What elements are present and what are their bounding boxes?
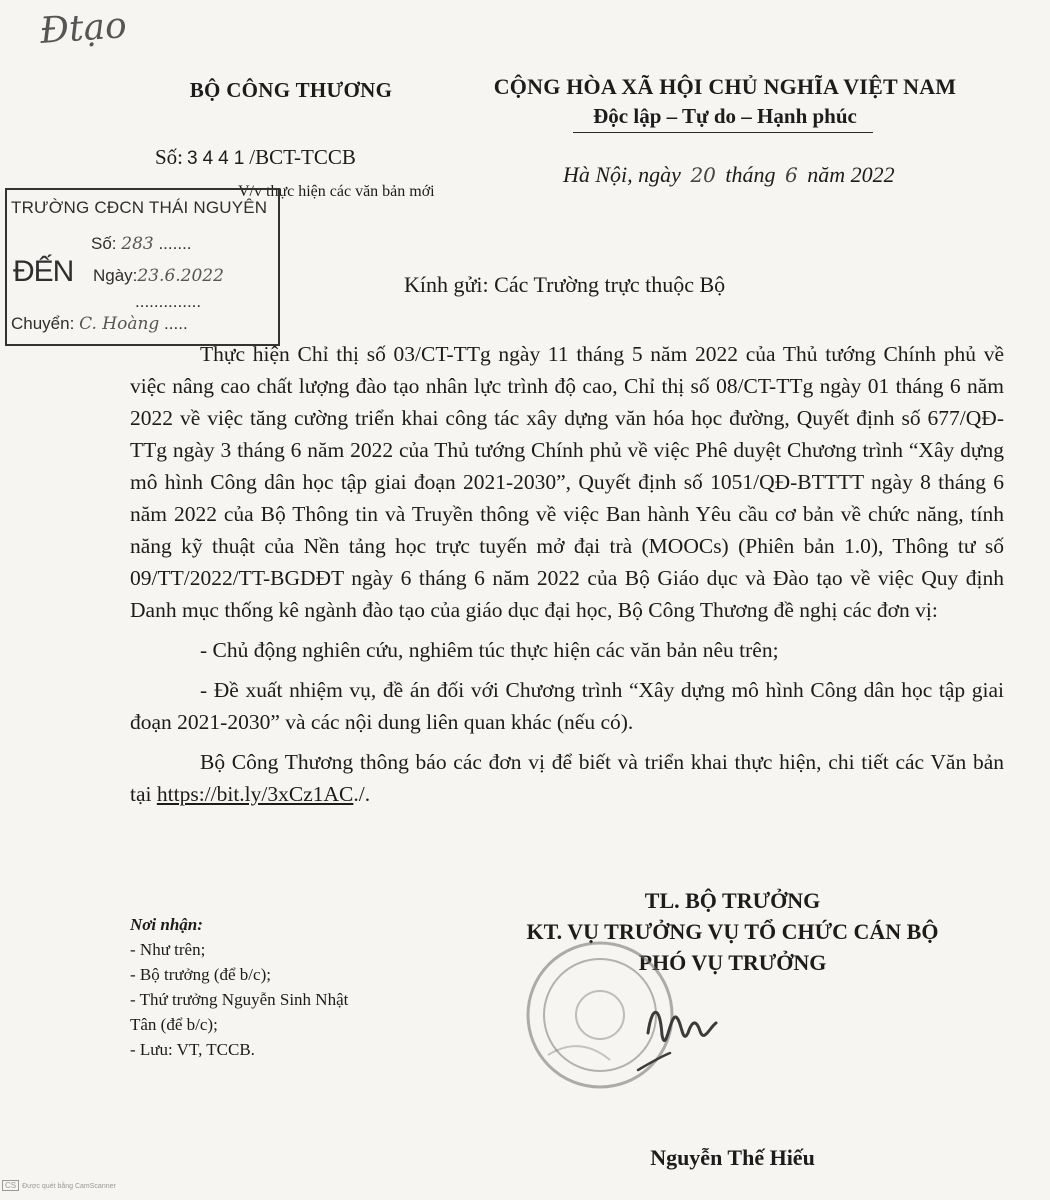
- stamp-school-name: TRƯỜNG CĐCN THÁI NGUYÊN: [11, 198, 268, 217]
- document-number: [155, 145, 356, 170]
- stamp-date-value: 23.6.2022: [137, 266, 224, 286]
- scanner-text: Được quét bằng CamScanner: [22, 1183, 116, 1190]
- handwritten-annotation: Đtạo: [38, 5, 128, 52]
- date-day: 20: [690, 163, 716, 187]
- scanner-logo-icon: CS: [2, 1180, 19, 1191]
- body-paragraph-4: [130, 746, 1004, 810]
- stamp-date: [93, 266, 224, 286]
- signer-name: Nguyễn Thế Hiếu: [650, 1145, 815, 1170]
- scanner-watermark: [2, 1180, 116, 1191]
- document-number-label: Số:: [155, 145, 184, 169]
- recipients-block: [130, 912, 348, 1062]
- body-paragraph-4-end: ./.: [353, 782, 371, 806]
- document-number-suffix: /BCT-TCCB: [249, 145, 356, 169]
- signer-line-2: KT. VỤ TRƯỞNG VỤ TỔ CHỨC CÁN BỘ: [526, 919, 939, 944]
- recipient-item: - Thứ trưởng Nguyễn Sinh Nhật: [130, 990, 349, 1009]
- official-seal-icon: [520, 935, 720, 1135]
- date-month-label: tháng: [725, 162, 776, 187]
- stamp-dots: ..............: [135, 292, 202, 311]
- motto-underline: [573, 132, 873, 133]
- stamp-number-label: Số:: [91, 234, 117, 253]
- national-motto: Độc lập – Tự do – Hạnh phúc: [593, 104, 857, 128]
- country-name: CỘNG HÒA XÃ HỘI CHỦ NGHĨA VIỆT NAM: [493, 74, 957, 99]
- body-paragraph-1: Thực hiện Chỉ thị số 03/CT-TTg ngày 11 tháng 5 năm 2022 của Thủ tướng Chính phủ về việc nâng cao chất lượng đào tạo nhân lực trình độ cao, Chỉ thị số 08/CT-TTg ngày 01 tháng 6 năm 2022 về việc tăng cường triển khai công tác xây dựng văn hóa học đường, Quyết định số 677/QĐ-TTg ngày 3 tháng 6 năm 2022 của Thủ tướng Chính phủ về việc Phê duyệt Chương trình “Xây dựng mô hình Công dân học tập giai đoạn 2021-2030”, Quyết định số 1051/QĐ-BTTTT ngày 8 tháng 6 năm 2022 của Bộ Thông tin và Truyền thông về việc Ban hành Yêu cầu cơ bản về chức năng, tính năng kỹ thuật của Nền tảng học trực tuyến mở đại trà (MOOCs) (Phiên bản 1.0), Thông tư số 09/TT/2022/TT-BGDĐT ngày 6 tháng 6 năm 2022 của Bộ Giáo dục và Đào tạo về việc Quy định Danh mục thống kê ngành đào tạo của giáo dục đại học, Bộ Công Thương đề nghị các đơn vị:: [130, 342, 1004, 622]
- recipient-item: Tân (để b/c);: [130, 1015, 218, 1034]
- stamp-number: Số: 283 .......: [91, 234, 192, 254]
- date-year: năm 2022: [807, 162, 895, 187]
- body-paragraph-2: - Chủ động nghiên cứu, nghiêm túc thực hiện các văn bản nêu trên;: [200, 638, 779, 662]
- document-link[interactable]: https://bit.ly/3xCz1AC: [156, 782, 354, 806]
- body-paragraph-3: - Đề xuất nhiệm vụ, đề án đối với Chương trình “Xây dựng mô hình Công dân học tập giai đoạn 2021-2030” và các nội dung liên quan khác (nếu có).: [130, 678, 1004, 734]
- stamp-number-value: 283: [121, 234, 154, 254]
- ministry-name: BỘ CÔNG THƯƠNG: [189, 78, 393, 102]
- recipient-item: - Như trên;: [130, 940, 206, 959]
- document-date: [563, 162, 895, 188]
- letter-body: [130, 338, 1004, 810]
- recipient-item: - Lưu: VT, TCCB.: [130, 1040, 255, 1059]
- stamp-den-label: ĐẾN: [13, 255, 74, 288]
- document-number-value: 3441: [187, 148, 250, 169]
- document-subject: V/v thực hiện các văn bản mới: [238, 183, 435, 200]
- recipient-item: - Bộ trưởng (để b/c);: [130, 965, 271, 984]
- stamp-forward-value: C. Hoàng: [79, 314, 160, 334]
- recipients-title: Nơi nhận:: [130, 915, 203, 934]
- stamp-forward-label: Chuyển:: [11, 314, 75, 333]
- greeting: Kính gửi: Các Trường trực thuộc Bộ: [404, 272, 726, 297]
- stamp-date-label: Ngày:: [93, 266, 138, 285]
- date-month: 6: [785, 163, 798, 187]
- body-paragraph-4-text: Bộ Công Thương thông báo các đơn vị để biết và triển khai thực hiện, chi tiết các Văn bản tại: [130, 750, 1004, 806]
- date-prefix: Hà Nội, ngày: [563, 162, 681, 187]
- stamp-forward: Chuyển: C. Hoàng .....: [11, 314, 188, 334]
- signer-line-3: PHÓ VỤ TRƯỞNG: [638, 950, 827, 975]
- received-stamp: [5, 188, 280, 346]
- signer-line-1: TL. BỘ TRƯỞNG: [644, 888, 821, 913]
